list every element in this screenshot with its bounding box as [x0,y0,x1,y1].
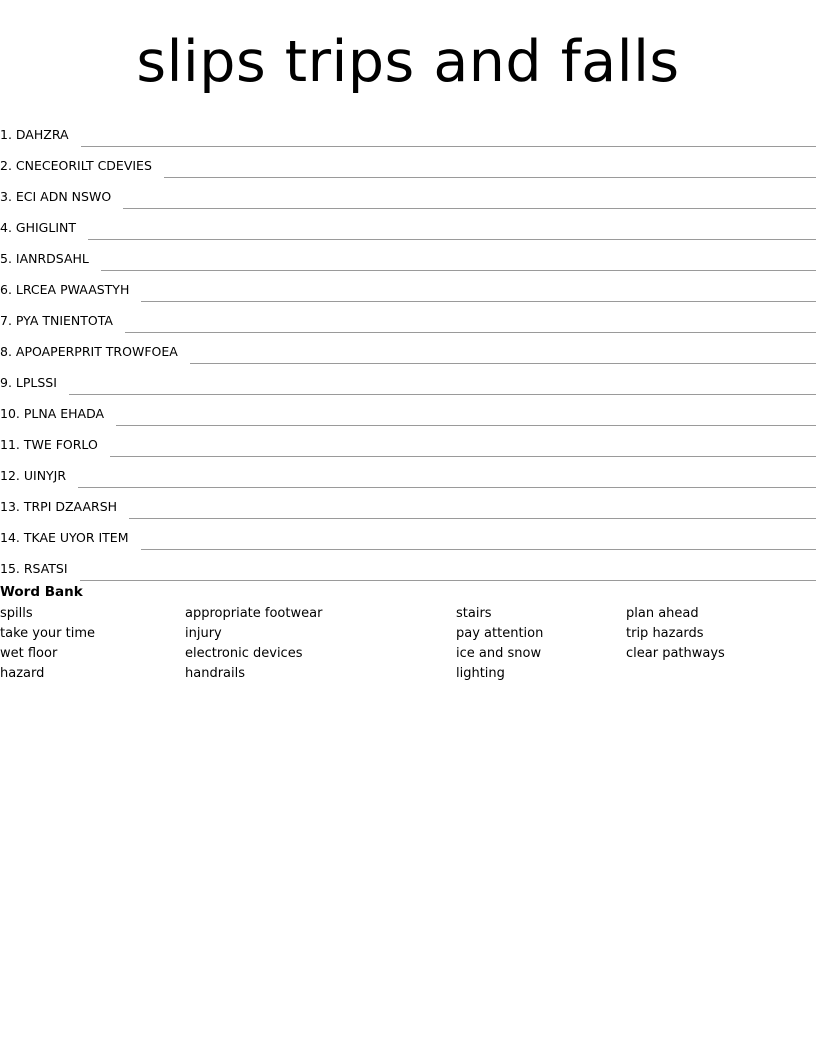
word-bank-item: appropriate footwear [185,606,323,621]
page-title: slips trips and falls [136,29,680,95]
word-bank-item: clear pathways [626,646,725,661]
answer-line[interactable] [125,318,816,333]
word-bank-item: wet floor [0,646,58,661]
puzzle-row [0,360,816,391]
puzzle-row [0,453,816,484]
word-bank-item: plan ahead [626,606,699,621]
answer-line[interactable] [110,442,816,457]
puzzle-row [0,174,816,205]
answer-line[interactable] [80,566,816,581]
answer-line[interactable] [141,287,816,302]
answer-line[interactable] [116,411,816,426]
answer-line[interactable] [81,132,816,147]
scrambled-word: 9. LPLSSI [0,375,57,390]
answer-line[interactable] [123,194,816,209]
puzzle-row [0,298,816,329]
scrambled-word: 5. IANRDSAHL [0,251,89,266]
scrambled-word: 2. CNECEORILT CDEVIES [0,158,152,173]
word-bank-item: spills [0,606,33,621]
word-bank-column [185,604,322,684]
scrambled-word: 15. RSATSI [0,561,68,576]
scrambled-word: 4. GHIGLINT [0,220,76,235]
word-bank-item: take your time [0,626,95,641]
puzzle-row [0,422,816,453]
puzzle-list [0,112,816,577]
scrambled-word: 11. TWE FORLO [0,437,98,452]
answer-line[interactable] [164,163,816,178]
answer-line[interactable] [190,349,816,364]
answer-line[interactable] [129,504,816,519]
answer-line[interactable] [101,256,816,271]
word-bank-item: pay attention [456,626,544,641]
scrambled-word: 7. PYA TNIENTOTA [0,313,113,328]
answer-line[interactable] [69,380,816,395]
puzzle-row [0,112,816,143]
word-bank-item: ice and snow [456,646,542,661]
word-bank-column [456,604,543,684]
scrambled-word: 10. PLNA EHADA [0,406,105,421]
word-bank-item: injury [185,626,222,641]
scrambled-word: 6. LRCEA PWAASTYH [0,282,130,297]
word-bank-item: trip hazards [626,626,704,641]
word-bank-title: Word Bank [0,584,83,600]
scrambled-word: 3. ECI ADN NSWO [0,189,112,204]
scrambled-word: 8. APOAPERPRIT TROWFOEA [0,344,178,359]
word-bank-column [0,604,95,684]
puzzle-row [0,267,816,298]
word-bank-item: stairs [456,606,492,621]
scrambled-word: 12. UINYJR [0,468,67,483]
puzzle-row [0,515,816,546]
word-bank-item: electronic devices [185,646,303,661]
answer-line[interactable] [141,535,816,550]
word-bank-item: handrails [185,666,246,681]
scrambled-word: 14. TKAE UYOR ITEM [0,530,129,545]
answer-line[interactable] [88,225,816,240]
puzzle-row [0,484,816,515]
answer-line[interactable] [78,473,816,488]
word-bank-item: hazard [0,666,45,681]
puzzle-row [0,391,816,422]
puzzle-row [0,546,816,577]
word-bank-column [626,604,725,664]
scrambled-word: 1. DAHZRA [0,127,69,142]
puzzle-row [0,205,816,236]
scrambled-word: 13. TRPI DZAARSH [0,499,118,514]
puzzle-row [0,236,816,267]
puzzle-row [0,329,816,360]
word-bank [0,584,816,681]
word-bank-grid [0,601,816,681]
puzzle-row [0,143,816,174]
word-bank-item: lighting [456,666,505,681]
